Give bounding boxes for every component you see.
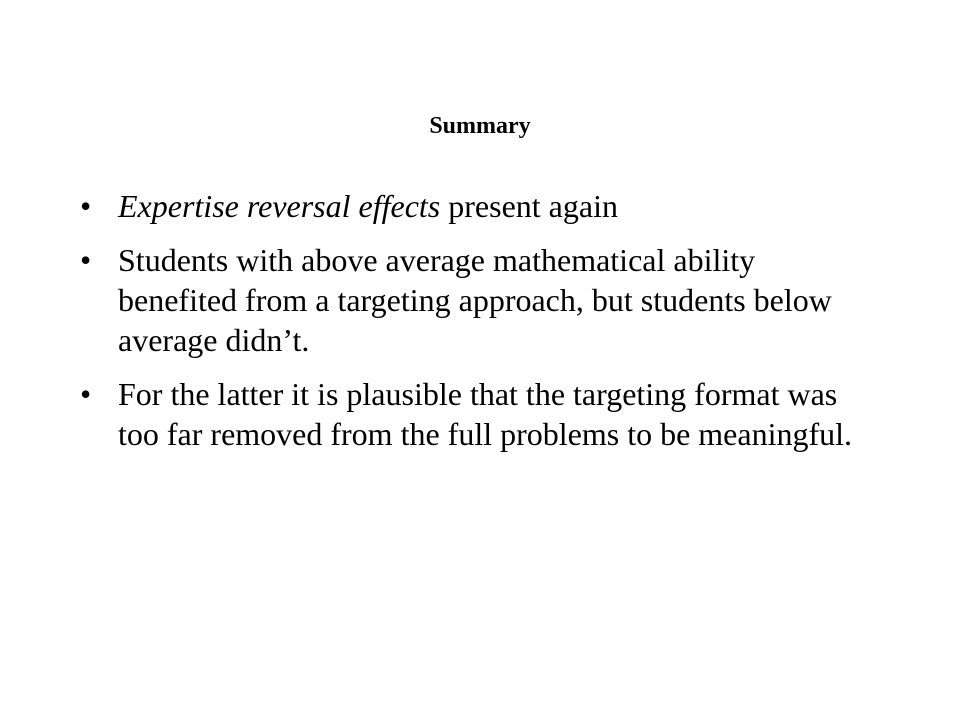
bullet-list	[80, 186, 880, 468]
bullet-item	[80, 186, 880, 226]
bullet-dot-icon: •	[80, 188, 92, 224]
bullet-item	[80, 240, 880, 360]
bullet-dot-icon: •	[80, 376, 92, 412]
bullet-item	[80, 374, 880, 454]
bullet-emphasis-text: Expertise reversal effects	[118, 188, 441, 224]
bullet-text: For the latter it is plausible that the targeting format was too far removed from the full problems to be meaningful.	[118, 376, 853, 452]
bullet-text: present again	[440, 188, 618, 224]
bullet-dot-icon: •	[80, 242, 92, 278]
bullet-text: Students with above average mathematical ability benefited from a targeting approach, but students below average didn’t.	[118, 242, 832, 358]
slide-title: Summary	[429, 113, 531, 139]
